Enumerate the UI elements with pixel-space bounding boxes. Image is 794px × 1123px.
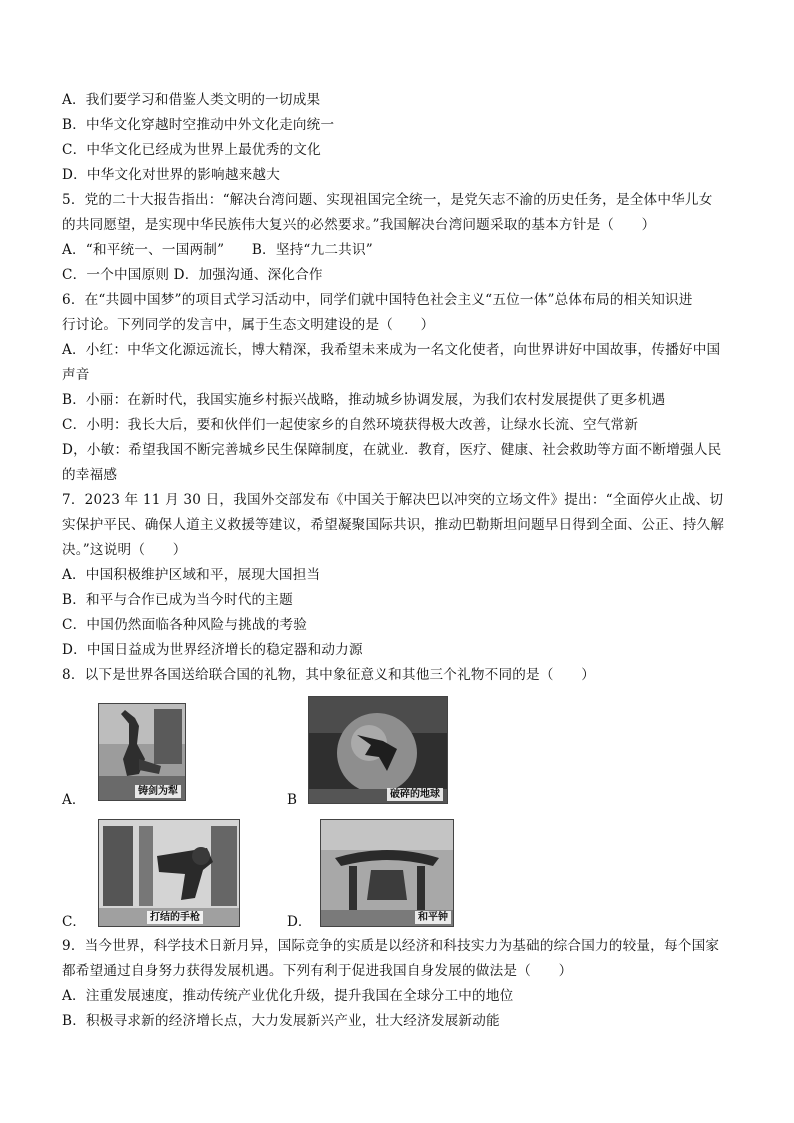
q8-option-c-caption: 打结的手枪 xyxy=(147,911,203,924)
q8-option-a-caption: 铸剑为犁 xyxy=(135,785,181,798)
q8-option-b-caption: 破碎的地球 xyxy=(387,788,443,801)
q5-options-cd: C．一个中国原则 D．加强沟通、深化合作 xyxy=(62,267,323,283)
q7-option-b: B．和平与合作已成为当今时代的主题 xyxy=(62,592,293,608)
q8-option-b-photo xyxy=(308,696,448,804)
q9-stem-line-2: 都希望通过自身努力获得发展机遇。下列有利于促进我国自身发展的做法是（ ） xyxy=(62,963,573,979)
q4-option-b: B．中华文化穿越时空推动中外文化走向统一 xyxy=(62,117,335,133)
q8-option-a-label: A． xyxy=(62,792,86,808)
q8-option-d-caption: 和平钟 xyxy=(415,911,451,924)
q7-stem-line-1: 7．2023 年 11 月 30 日，我国外交部发布《中国关于解决巴以冲突的立场文件》提出：“全面停火止战、切 xyxy=(62,492,724,508)
q9-option-b: B．积极寻求新的经济增长点，大力发展新兴产业，壮大经济发展新动能 xyxy=(62,1013,500,1029)
q4-option-c: C．中华文化已经成为世界上最优秀的文化 xyxy=(62,142,321,158)
q7-option-d: D．中国日益成为世界经济增长的稳定器和动力源 xyxy=(62,642,363,658)
q6-option-d-line-1: D，小敏：希望我国不断完善城乡民生保障制度，在就业．教育，医疗、健康、社会救助等方面不断增强人民 xyxy=(62,442,722,458)
q8-stem: 8．以下是世界各国送给联合国的礼物，其中象征意义和其他三个礼物不同的是（ ） xyxy=(62,667,596,683)
q9-option-a: A．注重发展速度，推动传统产业优化升级，提升我国在全球分工中的地位 xyxy=(62,988,514,1004)
q6-option-d-line-2: 的幸福感 xyxy=(62,467,118,483)
q7-stem-line-3: 决。”这说明（ ） xyxy=(62,542,187,558)
q6-option-a-line-2: 声音 xyxy=(62,367,90,383)
q8-option-d-label: D． xyxy=(287,914,312,930)
q8-option-a-photo xyxy=(98,703,186,801)
q7-option-a: A．中国积极维护区域和平，展现大国担当 xyxy=(62,567,321,583)
q7-option-c: C．中国仍然面临各种风险与挑战的考验 xyxy=(62,617,308,633)
q5-stem-line-2: 的共同愿望，是实现中华民族伟大复兴的必然要求。”我国解决台湾问题采取的基本方针是（ ） xyxy=(62,217,656,233)
q4-option-a: A．我们要学习和借鉴人类文明的一切成果 xyxy=(62,92,321,108)
q5-options-ab: A．“和平统一、一国两制” B．坚持“九二共识” xyxy=(62,242,373,258)
q8-option-c-photo xyxy=(98,819,240,927)
q6-stem-line-2: 行讨论。下列同学的发言中，属于生态文明建设的是（ ） xyxy=(62,317,435,333)
q5-stem-line-1: 5．党的二十大报告指出：“解决台湾问题、实现祖国完全统一，是党矢志不渝的历史任务，是全体中华儿女 xyxy=(62,192,713,208)
q4-option-d: D．中华文化对世界的影响越来越大 xyxy=(62,167,281,183)
q6-stem-line-1: 6．在“共圆中国梦”的项目式学习活动中，同学们就中国特色社会主义“五位一体”总体布局的相关知识进 xyxy=(62,292,693,308)
q7-stem-line-2: 实保护平民、确保人道主义救援等建议，希望凝聚国际共识，推动巴勒斯坦问题早日得到全面、公正、持久解 xyxy=(62,517,725,533)
q6-option-b: B．小丽：在新时代，我国实施乡村振兴战略，推动城乡协调发展，为我们农村发展提供了更多机遇 xyxy=(62,392,666,408)
q8-option-b-label: B xyxy=(287,792,297,808)
q8-option-c-label: C． xyxy=(62,914,86,930)
q6-option-c: C．小明：我长大后，要和伙伴们一起使家乡的自然环境获得极大改善，让绿水长流、空气常新 xyxy=(62,417,639,433)
q6-option-a-line-1: A．小红：中华文化源远流长，博大精深，我希望未来成为一名文化使者，向世界讲好中国故事，传播好中国 xyxy=(62,342,721,358)
q9-stem-line-1: 9．当今世界，科学技术日新月异，国际竞争的实质是以经济和科技实力为基础的综合国力的较量，每个国家 xyxy=(62,938,720,954)
q8-option-d-photo xyxy=(320,819,454,927)
